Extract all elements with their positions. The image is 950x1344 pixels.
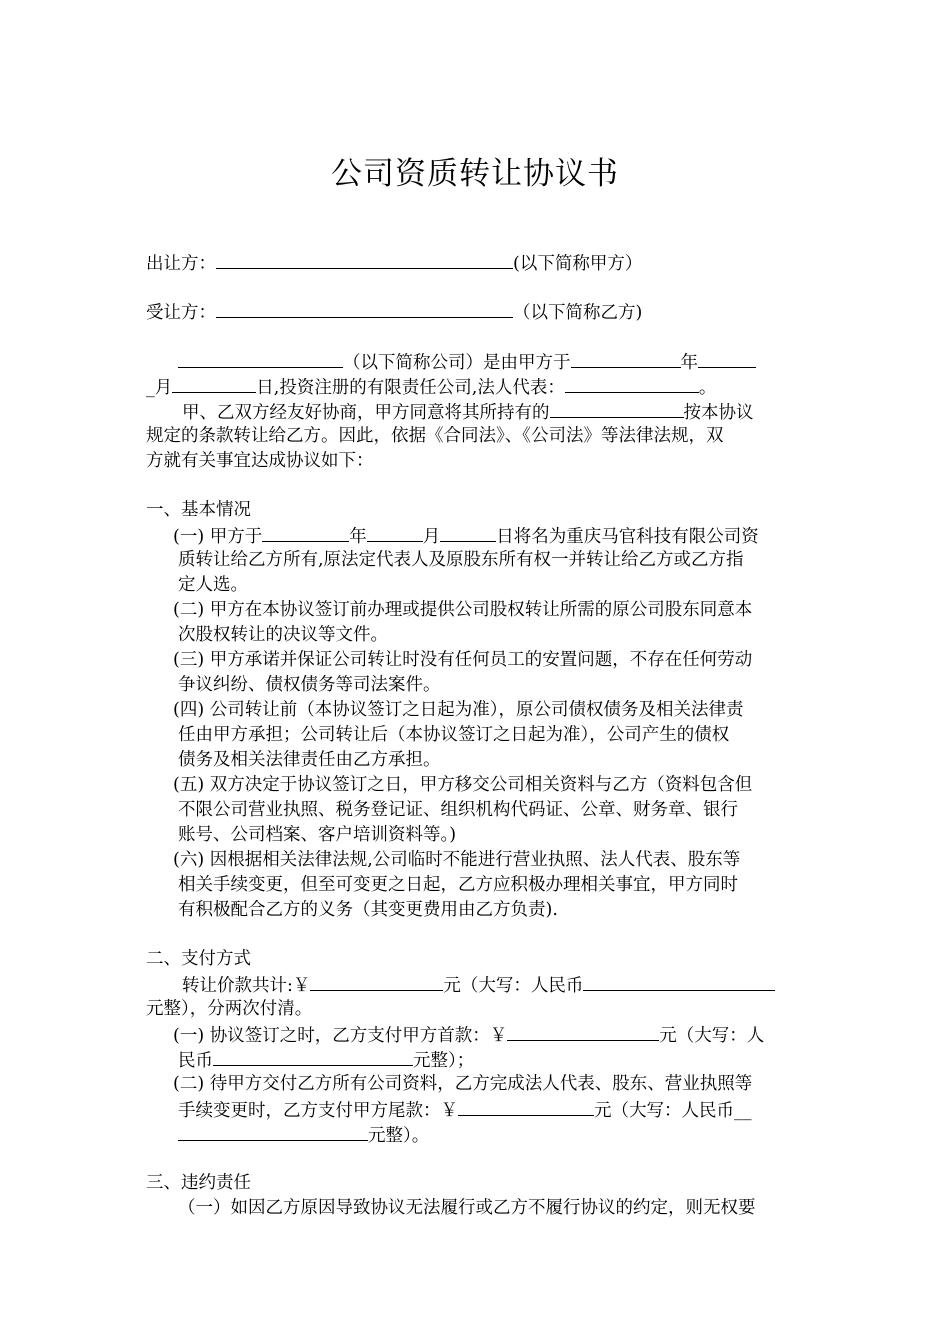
s2-total-line2: 元整），分两次付清。: [146, 999, 313, 1019]
clause-text: (一) 甲方于: [173, 527, 263, 547]
first-payment-words-blank[interactable]: [213, 1047, 413, 1066]
s1-item3-line1: (三) 甲方承诺并保证公司转让时没有任何员工的安置问题，不存在任何劳动: [173, 650, 753, 670]
s1-item1-line2: 质转让给乙方所有,原法定代表人及原股东所有权一并转让给乙方或乙方指: [178, 550, 744, 570]
month-blank[interactable]: [698, 349, 756, 368]
s1-item6-line3: 有积极配合乙方的义务（其变更费用由乙方负责).: [178, 900, 558, 920]
s1-item5-line1: (五) 双方决定于协议签订之日，甲方移交公司相关资料与乙方（资料包含但: [173, 775, 753, 795]
transferee-line: [146, 299, 642, 326]
year-blank[interactable]: [571, 349, 681, 368]
transferee-note: （以下简称乙方): [513, 303, 643, 323]
clause-text: 手续变更时，乙方支付甲方尾款：￥: [178, 1101, 458, 1121]
s2-item2-line1: (二) 待甲方交付乙方所有公司资料，乙方完成法人代表、股东、营业执照等: [173, 1074, 753, 1094]
clause-text: 民币: [178, 1051, 213, 1071]
s1-item1-line3: 定人选。: [178, 575, 248, 595]
company-name-blank[interactable]: [178, 349, 343, 368]
clause-text: 元整）；: [413, 1051, 475, 1071]
total-price-blank[interactable]: [310, 972, 443, 991]
clause-text: 年: [349, 527, 367, 547]
clause-text: 日将名为重庆马官科技有限公司资: [496, 527, 759, 547]
s1-item4-line1: (四) 公司转让前（本协议签订之日起为准），原公司债权债务及相关法律责: [173, 700, 744, 720]
s1-item5-line2: 不限公司营业执照、税务登记证、组织机构代码证、公章、财务章、银行: [178, 800, 738, 820]
s1-item2-line2: 次股权转让的决议等文件。: [178, 625, 388, 645]
intro-line-5: 方就有关事宜达成协议如下：: [146, 451, 374, 471]
clause-text: 元（大写：人民币__: [594, 1101, 752, 1121]
s1-year-blank[interactable]: [262, 523, 349, 542]
transferee-label: 受让方：: [146, 303, 216, 323]
transferor-blank[interactable]: [216, 250, 513, 269]
intro-text: 甲、乙双方经友好协商，甲方同意将其所持有的: [182, 403, 550, 423]
transferor-line: [146, 250, 642, 277]
section-2-heading: 二、支付方式: [146, 949, 251, 969]
s2-item2-line3: [178, 1122, 429, 1149]
intro-text: 日,投资注册的有限责任公司,法人代表：: [256, 378, 565, 398]
intro-line-2: [146, 374, 716, 401]
intro-text: 年: [680, 353, 698, 373]
clause-text: 元（大写：人: [659, 1026, 765, 1046]
s1-day-blank[interactable]: [440, 523, 496, 542]
final-payment-blank[interactable]: [458, 1097, 594, 1116]
s1-month-blank[interactable]: [367, 523, 423, 542]
intro-text: 按本协议: [683, 403, 754, 423]
s1-item4-line3: 债务及相关法律责任由乙方承担。: [178, 750, 441, 770]
s1-item1-line1: [173, 523, 759, 550]
s1-item6-line2: 相关手续变更，但至可变更之日起，乙方应积极办理相关事宜，甲方同时: [178, 875, 738, 895]
section-3-heading: 三、违约责任: [146, 1173, 251, 1193]
s1-item5-line3: 账号、公司档案、客户培训资料等。): [178, 825, 457, 845]
intro-text: _月: [146, 378, 173, 398]
s2-item2-line2: [178, 1097, 752, 1124]
s2-item1-line1: [173, 1022, 764, 1049]
section-1-heading: 一、基本情况: [146, 500, 251, 520]
transferor-note: (以下简称甲方）: [513, 254, 643, 274]
document-title: 公司资质转让协议书: [331, 156, 619, 192]
s1-item4-line2: 任由甲方承担；公司转让后（本协议签订之日起为准），公司产生的债权: [178, 725, 730, 745]
clause-text: 转让价款共计:￥: [182, 976, 311, 996]
clause-text: 月: [422, 527, 441, 547]
intro-line-3: [182, 399, 754, 426]
shares-blank[interactable]: [550, 399, 684, 418]
day-blank[interactable]: [172, 374, 256, 393]
first-payment-blank[interactable]: [507, 1022, 659, 1041]
intro-text: （以下简称公司）是由甲方于: [343, 353, 571, 373]
s2-total-line1: [182, 972, 775, 999]
clause-text: 元整）。: [368, 1126, 430, 1146]
transferee-blank[interactable]: [216, 299, 513, 318]
intro-line-1: [178, 349, 756, 376]
legal-rep-blank[interactable]: [565, 374, 699, 393]
total-price-words-blank[interactable]: [583, 972, 775, 991]
transferor-label: 出让方：: [146, 254, 216, 274]
s1-item3-line2: 争议纠纷、债权债务等司法案件。: [178, 675, 441, 695]
s3-item1-line1: （一）如因乙方原因导致协议无法履行或乙方不履行协议的约定，则无权要: [178, 1198, 756, 1218]
clause-text: (一) 协议签订之时，乙方支付甲方首款：￥: [173, 1026, 508, 1046]
clause-text: 元（大写：人民币: [443, 976, 584, 996]
intro-text: 。: [698, 378, 717, 398]
s1-item2-line1: (二) 甲方在本协议签订前办理或提供公司股权转让所需的原公司股东同意本: [173, 600, 753, 620]
s1-item6-line1: (六) 因根据相关法律法规,公司临时不能进行营业执照、法人代表、股东等: [173, 850, 741, 870]
final-payment-words-blank[interactable]: [178, 1122, 368, 1141]
s2-item1-line2: [178, 1047, 474, 1074]
intro-line-4: 规定的条款转让给乙方。因此，依据《合同法》、《公司法》等法律法规，双: [146, 426, 724, 446]
